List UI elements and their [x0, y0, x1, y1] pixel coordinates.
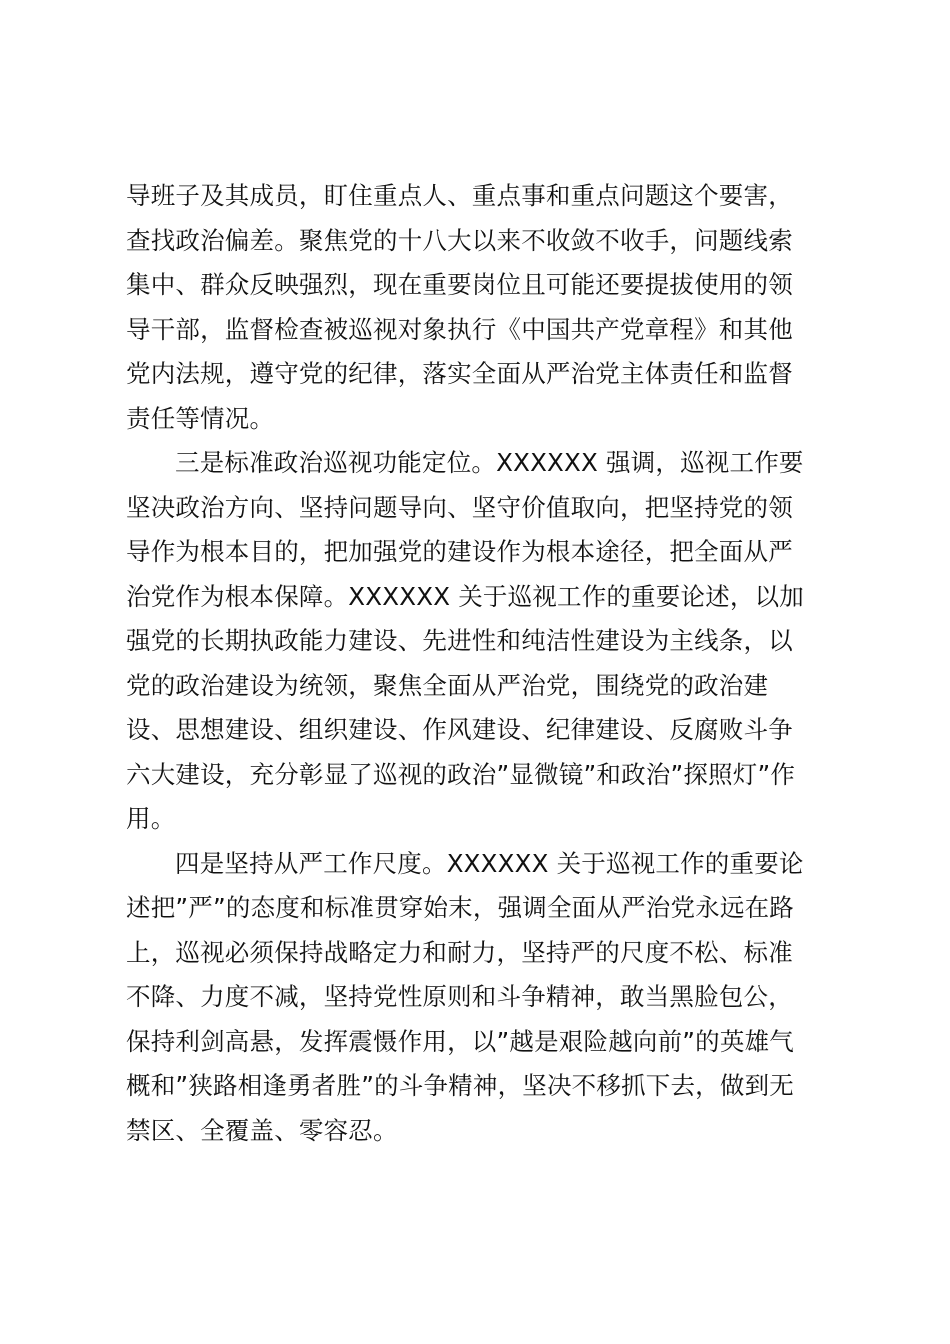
- text-line: 用。: [126, 804, 176, 833]
- text-line: 上，巡视必须保持战略定力和耐力，坚持严的尺度不松、标准: [126, 937, 793, 967]
- text-line: 治党作为根本保障。XXXXXX 关于巡视工作的重要论述，以加: [126, 581, 804, 611]
- text-line: 坚决政治方向、坚持问题导向、坚守价值取向，把坚持党的领: [126, 492, 793, 522]
- body-text: [126, 174, 826, 1153]
- text-line: 不降、力度不减，坚持党性原则和斗争精神，敢当黑脸包公，: [126, 982, 793, 1011]
- text-line: 导干部，监督检查被巡视对象执行《中国共产党章程》和其他: [126, 314, 793, 344]
- text-line: 述把”严”的态度和标准贯穿始末，强调全面从严治党永远在路: [126, 893, 794, 922]
- text-line: 导班子及其成员，盯住重点人、重点事和重点问题这个要害，: [126, 181, 793, 210]
- text-line: 责任等情况。: [126, 403, 275, 433]
- text-line: 强党的长期执政能力建设、先进性和纯洁性建设为主线条，以: [126, 626, 793, 655]
- text-line: 保持利剑高悬，发挥震慑作用，以”越是艰险越向前”的英雄气: [126, 1026, 794, 1056]
- text-line: 四是坚持从严工作尺度。XXXXXX 关于巡视工作的重要论: [175, 848, 804, 878]
- text-line: 集中、群众反映强烈，现在重要岗位且可能还要提拔使用的领: [126, 270, 793, 299]
- text-line: 党的政治建设为统领，聚焦全面从严治党，围绕党的政治建: [126, 670, 769, 700]
- text-line: 概和”狭路相逢勇者胜”的斗争精神，坚决不移抓下去，做到无: [126, 1071, 794, 1100]
- text-line: 禁区、全覆盖、零容忍。: [126, 1115, 398, 1145]
- text-line: 六大建设，充分彰显了巡视的政治”显微镜”和政治”探照灯”作: [126, 759, 796, 789]
- text-line: 查找政治偏差。聚焦党的十八大以来不收敛不收手，问题线索: [126, 225, 793, 255]
- text-line: 设、思想建设、组织建设、作风建设、纪律建设、反腐败斗争: [126, 715, 793, 744]
- text-line: 导作为根本目的，把加强党的建设作为根本途径，把全面从严: [126, 537, 793, 566]
- text-line: 三是标准政治巡视功能定位。XXXXXX 强调，巡视工作要: [175, 448, 804, 477]
- text-line: 党内法规，遵守党的纪律，落实全面从严治党主体责任和监督: [126, 359, 793, 388]
